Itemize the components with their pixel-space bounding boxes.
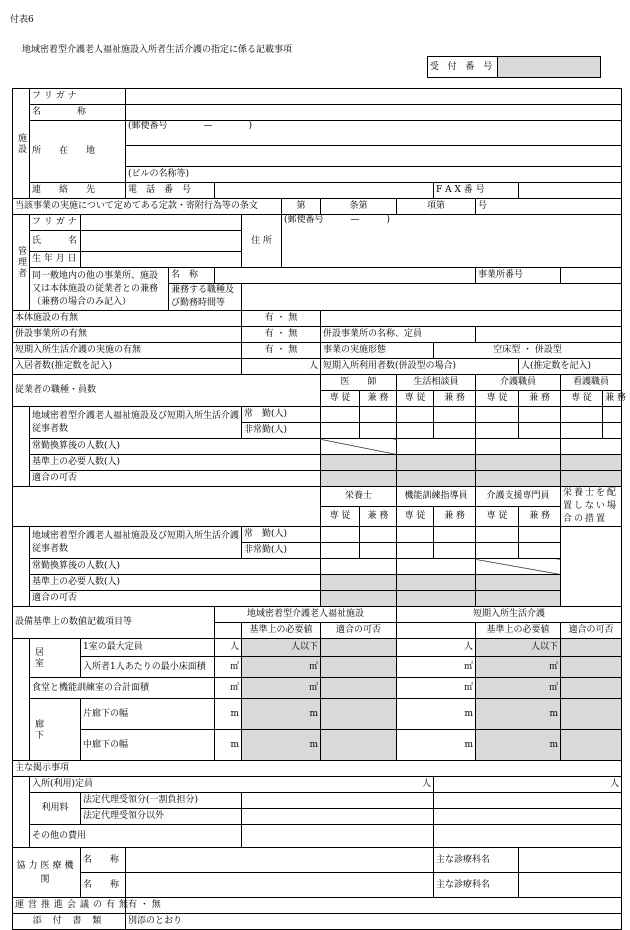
- unit-label[interactable]: 人: [215, 639, 242, 657]
- unit-label[interactable]: 人以下: [476, 639, 561, 657]
- unit-label[interactable]: ㎡: [215, 678, 242, 699]
- fee-label: 利用料: [30, 793, 81, 825]
- attach-label: 添 付 書 類: [13, 914, 126, 930]
- fee2-label: 法定代理受領分以外: [81, 809, 242, 825]
- office-number-field[interactable]: [561, 268, 622, 284]
- dietitian-none-label: 栄養士を配置しない場合の措置: [561, 487, 622, 527]
- bylaws-dai: 第: [282, 199, 321, 215]
- part-time-header: 兼 務: [603, 391, 622, 407]
- irregular-label: 非常勤(人): [242, 423, 321, 439]
- bylaws-ko[interactable]: 項第: [397, 199, 476, 215]
- attach-value: 別添のとおり: [126, 914, 622, 930]
- unit-label[interactable]: 人以下: [242, 639, 321, 657]
- full-time-header: 専 従: [561, 391, 603, 407]
- unit-label[interactable]: m: [476, 699, 561, 730]
- form-title: 地域密着型介護老人福祉施設入所者生活介護の指定に係る記載事項: [22, 45, 293, 55]
- role-caregiver: 介護職員: [476, 375, 561, 391]
- unit-label[interactable]: ㎡: [397, 657, 476, 678]
- std-header: 基準上の必要値: [476, 623, 561, 639]
- one-side-corridor-label: 片廊下の幅: [81, 699, 215, 730]
- phone-field[interactable]: [215, 183, 434, 199]
- full-time-header: 専 従: [476, 507, 519, 527]
- equipment-group-short-stay: 短期入所生活介護: [397, 607, 622, 623]
- combined-office-label: 併設事業所の有無: [13, 327, 242, 343]
- coop-name-field-2[interactable]: [126, 873, 434, 898]
- max-capacity-label: 1室の最大定員: [81, 639, 215, 657]
- manager-address-label: 住 所: [242, 215, 282, 268]
- facility-name-label: 名 称: [30, 105, 126, 121]
- mode-options[interactable]: 空床型 ・ 併設型: [434, 343, 622, 359]
- role-dietitian: 栄養士: [321, 487, 397, 507]
- manager-furigana-field[interactable]: [81, 215, 242, 231]
- coop-name-label-1: 名 称: [81, 848, 126, 873]
- facility-name-field[interactable]: [126, 105, 622, 121]
- facility-postal[interactable]: (郵便番号 — ): [126, 121, 622, 146]
- capacity-row[interactable]: [30, 777, 434, 793]
- receipt-number-field[interactable]: [498, 57, 600, 77]
- office-number-label: 事業所番号: [476, 268, 561, 284]
- coop-dept-label-1: 主な診療科名: [434, 848, 519, 873]
- unit-label[interactable]: ㎡: [215, 657, 242, 678]
- facility-building[interactable]: (ビルの名称等): [126, 167, 622, 183]
- corridor-label: 廊下: [30, 699, 81, 761]
- unit-label[interactable]: ㎡: [242, 678, 321, 699]
- unit-label[interactable]: 人: [397, 639, 476, 657]
- unit-label[interactable]: m: [215, 730, 242, 761]
- equipment-group-facility: 地域密着型介護老人福祉施設: [215, 607, 397, 623]
- manager-postal[interactable]: (郵便番号 — ): [282, 215, 622, 268]
- role-trainer: 機能訓練指導員: [397, 487, 476, 507]
- manager-birth-field[interactable]: [81, 252, 242, 268]
- fee1-label: 法定代理受領分(一割負担分): [81, 793, 242, 809]
- other-fee-label: その他の費用: [30, 825, 242, 848]
- min-floor-label: 入所者1人あたりの最小床面積: [81, 657, 215, 678]
- full-time-header: 専 従: [476, 391, 519, 407]
- required-label: 基準上の必要人数(人): [30, 455, 321, 471]
- bylaws-label: 当該事業の実施について定めてある定款・寄附行為等の条文: [13, 199, 282, 215]
- compliance-label: 適合の可否: [30, 471, 321, 487]
- regular-label-2: 常 勤(人): [242, 527, 321, 543]
- unit-label[interactable]: ㎡: [476, 678, 561, 699]
- manager-name-field[interactable]: [81, 231, 242, 252]
- capacity-label: 入所(利用)定員: [32, 779, 94, 789]
- facility-contact-label: 連 絡 先: [30, 183, 126, 199]
- council-label: 運営推進会議の有無: [13, 898, 126, 914]
- compliance-label-2: 適合の可否: [30, 591, 321, 607]
- part-time-header: 兼 務: [360, 507, 397, 527]
- coop-name-field-1[interactable]: [126, 848, 434, 873]
- appendix-number: 付表6: [10, 15, 34, 25]
- middle-corridor-label: 中廊下の幅: [81, 730, 215, 761]
- coop-name-label-2: 名 称: [81, 873, 126, 898]
- facility-furigana-label: フ リ ガ ナ: [30, 89, 126, 105]
- manager-birth-label: 生 年 月 日: [30, 252, 81, 268]
- capacity-unit: 人: [421, 779, 431, 789]
- fax-label: F A X 番 号: [434, 183, 519, 199]
- role-counselor: 生活相談員: [397, 375, 476, 391]
- facility-furigana-field[interactable]: [126, 89, 622, 105]
- residents-unit[interactable]: 人: [242, 359, 321, 375]
- receipt-label: 受 付 番 号: [428, 57, 498, 77]
- role-doctor: 医 師: [321, 375, 397, 391]
- full-time-header: 専 従: [321, 391, 360, 407]
- cooperation-section: 協力医療機関: [13, 848, 81, 898]
- unit-label[interactable]: m: [397, 730, 476, 761]
- residents-label: 入居者数(推定数を記入): [13, 359, 242, 375]
- unit-label[interactable]: m: [215, 699, 242, 730]
- posting-title: 主な掲示事項: [13, 761, 622, 777]
- mode-label: 事業の実施形態: [321, 343, 434, 359]
- unit-label[interactable]: ㎡: [242, 657, 321, 678]
- manager-section: 管理者: [13, 215, 30, 311]
- manager-name-label: 氏 名: [30, 231, 81, 252]
- unit-label[interactable]: m: [476, 730, 561, 761]
- concurrent-name-field[interactable]: [215, 268, 476, 284]
- unit-label[interactable]: m: [242, 730, 321, 761]
- staff-count-label: 地域密着型介護老人福祉施設及び短期入所生活介護従事者数: [30, 407, 242, 439]
- ok-header: 適合の可否: [561, 623, 622, 639]
- facility-address-label: 所 在 地: [30, 121, 126, 183]
- short-users-label: 短期入所利用者数(併設型の場合): [321, 359, 519, 375]
- coop-dept-label-2: 主な診療科名: [434, 873, 519, 898]
- combined-office-yes-no[interactable]: 有 ・ 無: [242, 327, 321, 343]
- dining-area-label: 食堂と機能訓練室の合計面積: [30, 678, 215, 699]
- role-care-manager: 介護支援専門員: [476, 487, 561, 507]
- ok-header: 適合の可否: [321, 623, 397, 639]
- receipt-box: [427, 56, 601, 78]
- irregular-label-2: 非常勤(人): [242, 543, 321, 559]
- part-time-header: 兼 務: [519, 391, 561, 407]
- unit-label[interactable]: ㎡: [476, 657, 561, 678]
- council-yes-no[interactable]: 有 ・ 無: [126, 898, 622, 914]
- role-nurse: 看護職員: [561, 375, 622, 391]
- part-time-header: 兼 務: [434, 391, 476, 407]
- fax-field[interactable]: [519, 183, 622, 199]
- staff-title: 従業者の職種・員数: [13, 375, 321, 407]
- short-users-unit[interactable]: 人(推定数を記入): [519, 359, 622, 375]
- combined-name-field[interactable]: [476, 327, 622, 343]
- phone-label: 電 話 番 号: [126, 183, 215, 199]
- main-facility-yes-no[interactable]: 有 ・ 無: [242, 311, 321, 327]
- capacity-short-unit[interactable]: 人: [434, 777, 622, 793]
- regular-label: 常 勤(人): [242, 407, 321, 423]
- concurrent-label: 同一敷地内の他の事業所、施設又は本体施設の従業者との兼務（兼務の場合のみ記入）: [30, 268, 169, 311]
- main-form: [12, 88, 626, 930]
- fte-label: 常勤換算後の人数(人): [30, 439, 321, 455]
- unit-label[interactable]: ㎡: [397, 678, 476, 699]
- part-time-header: 兼 務: [360, 391, 397, 407]
- facility-address-field[interactable]: [126, 146, 622, 167]
- duty-field[interactable]: [242, 284, 622, 311]
- full-time-header: 専 従: [397, 507, 434, 527]
- full-time-header: 専 従: [397, 391, 434, 407]
- coop-dept-field-1[interactable]: [519, 848, 622, 873]
- short-stay-label: 短期入所生活介護の実施の有無: [13, 343, 242, 359]
- manager-furigana-label: フ リ ガ ナ: [30, 215, 81, 231]
- short-stay-yes-no[interactable]: 有 ・ 無: [242, 343, 321, 359]
- main-facility-label: 本体施設の有無: [13, 311, 242, 327]
- part-time-header: 兼 務: [519, 507, 561, 527]
- concurrent-name-label: 名 称: [169, 268, 215, 284]
- bylaws-jo[interactable]: 条第: [321, 199, 397, 215]
- staff-count-label-2: 地域密着型介護老人福祉施設及び短期入所生活介護従事者数: [30, 527, 242, 559]
- combined-name-label: 併設事業所の名称、定員: [321, 327, 476, 343]
- full-time-header: 専 従: [321, 507, 360, 527]
- bylaws-go[interactable]: 号: [476, 199, 622, 215]
- facility-section: 施設: [13, 89, 30, 199]
- std-header: 基準上の必要値: [242, 623, 321, 639]
- unit-label[interactable]: m: [242, 699, 321, 730]
- dietitian-none-field[interactable]: [561, 527, 622, 607]
- equipment-title: 設備基準上の数値記載項目等: [13, 607, 215, 639]
- part-time-header: 兼 務: [434, 507, 476, 527]
- fte-label-2: 常勤換算後の人数(人): [30, 559, 321, 575]
- unit-label[interactable]: m: [397, 699, 476, 730]
- coop-dept-field-2[interactable]: [519, 873, 622, 898]
- required-label-2: 基準上の必要人数(人): [30, 575, 321, 591]
- duty-label: 兼務する職種及び勤務時間等: [169, 284, 242, 311]
- room-label: 居室: [30, 639, 81, 678]
